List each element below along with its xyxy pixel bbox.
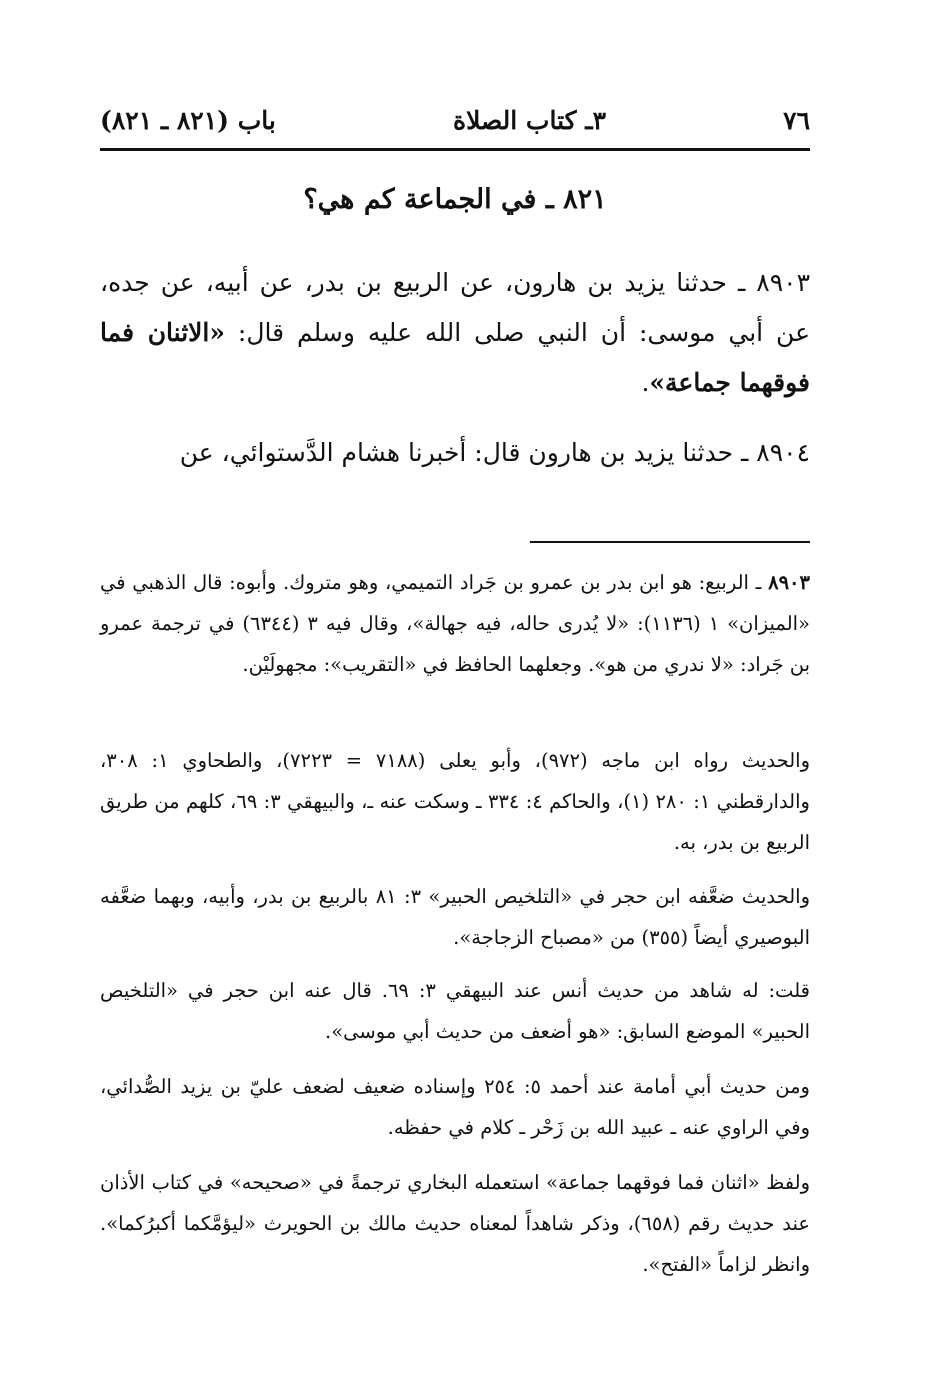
header-rule [100, 148, 810, 151]
book-title: ٣ـ كتاب الصلاة [452, 105, 606, 135]
page-header [100, 98, 810, 142]
hadith-text: ـ حدثنا يزيد بن هارون قال: أخبرنا هشام الدَّستوائي، عن [179, 438, 757, 467]
footnote-paragraph: قلت: له شاهد من حديث أنس عند البيهقي ٣: ٦٩. قال عنه ابن حجر في «التلخيص الحبير» الموضع السابق: «هو أضعف من حديث أبي موسى». [100, 979, 810, 1043]
footnote-paragraph: ومن حديث أبي أمامة عند أحمد ٥: ٢٥٤ وإسناده ضعيف لضعف عليّ بن يزيد الصُّدائي، وفي الراوي عنه ـ عبيد الله بن زَحْر ـ كلام في حفظه. [100, 1075, 810, 1139]
hadith-text: ـ حدثنا يزيد بن هارون، عن الربيع بن بدر، عن أبيه، عن جده، عن أبي موسى: أن النبي صلى الله عليه وسلم قال: [100, 268, 810, 347]
footnote-paragraph: والحديث ضعَّفه ابن حجر في «التلخيص الحبير» ٣: ٨١ بالربيع بن بدر، وأبيه، وبهما ضعَّفه البوصيري أيضاً (٣٥٥) من «مصباح الزجاجة». [100, 885, 810, 949]
section-range: باب (٨٢١ ـ ٨٢١) [100, 105, 276, 135]
chapter-title: ٨٢١ ـ في الجماعة كم هي؟ [303, 184, 607, 215]
footnote-8903 [100, 562, 810, 685]
hadith-number: ٨٩٠٤ [756, 438, 810, 467]
hadith-number: ٨٩٠٣ [756, 268, 811, 297]
footnote-paragraph: والحديث رواه ابن ماجه (٩٧٢)، وأبو يعلى (٧١٨٨ = ٧٢٢٣)، والطحاوي ١: ٣٠٨، والدارقطني ١: ٢٨٠ (١)، والحاكم ٤: ٣٣٤ ـ وسكت عنه ـ، والبيهقي ٣: ٦٩، كلهم من طريق الربيع بن بدر، به. [100, 749, 810, 854]
footnote-rule [530, 541, 810, 543]
hadith-end: . [641, 368, 650, 397]
page-number: ٧٦ [783, 105, 810, 135]
footnote-text: ـ الربيع: هو ابن بدر بن عمرو بن جَراد التميمي، وهو متروك. وأبوه: قال الذهبي في «الميزان» ١ (١١٣٦): «لا يُدرى حاله، فيه جهالة»، وقال فيه ٣ (٦٣٤٤) في ترجمة عمرو بن جَراد: «لا ندري من هو». وجعلهما الحافظ في «التقريب»: مجهولَيْن. [100, 571, 810, 676]
hadith-quote: «الاثنان فما فوقهما جماعة» [100, 318, 810, 397]
hadith-8903 [100, 258, 810, 408]
hadith-8904 [100, 428, 810, 478]
footnote-paragraph: ولفظ «اثنان فما فوقهما جماعة» استعمله البخاري ترجمةً في «صحيحه» في كتاب الأذان عند حديث رقم (٦٥٨)، وذكر شاهداً لمعناه حديث مالك بن الحويرث «ليؤمَّكما أكبرُكما». وانظر لزاماً «الفتح». [100, 1171, 810, 1276]
footnote-number: ٨٩٠٣ [768, 571, 810, 594]
